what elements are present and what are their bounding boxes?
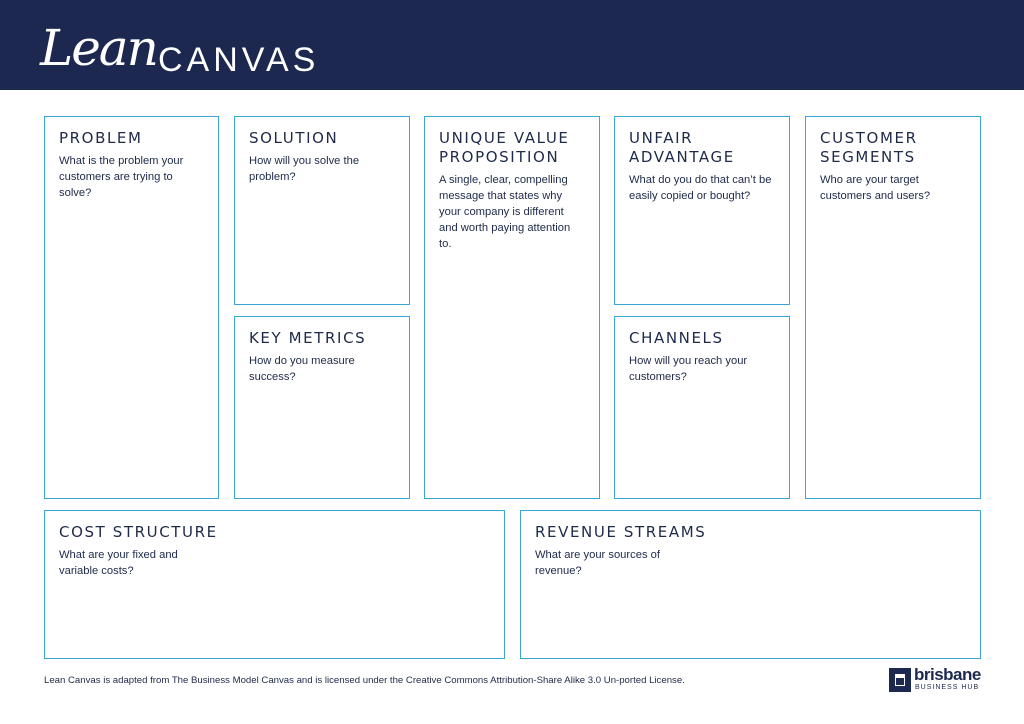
brand-wordmark: brisbane	[914, 665, 981, 684]
cost-structure-prompt: What are your fixed and variable costs?	[59, 549, 178, 577]
unfair-advantage-box	[614, 116, 790, 305]
channels-title: CHANNELS	[629, 329, 724, 347]
unique-value-proposition-box	[424, 116, 600, 499]
revenue-streams-box	[520, 510, 981, 659]
uvp-title: UNIQUE VALUE PROPOSITION	[439, 129, 570, 166]
problem-box	[44, 116, 219, 499]
customer-segments-title: CUSTOMER SEGMENTS	[820, 129, 918, 166]
brand-logo	[889, 665, 981, 694]
solution-box	[234, 116, 410, 305]
page-title: CANVAS	[158, 41, 320, 79]
problem-title: PROBLEM	[59, 129, 143, 147]
uvp-prompt: A single, clear, compelling message that states why your company is different and worth paying attention to.	[439, 174, 571, 250]
revenue-streams-title: REVENUE STREAMS	[535, 523, 707, 541]
building-icon	[889, 668, 911, 692]
customer-segments-box	[805, 116, 981, 499]
unfair-advantage-prompt: What do you do that can’t be easily copied or bought?	[629, 174, 772, 202]
cost-structure-title: COST STRUCTURE	[59, 523, 218, 541]
logo-script-lean: Lean	[40, 19, 157, 77]
solution-prompt: How will you solve the problem?	[249, 155, 360, 183]
revenue-streams-prompt: What are your sources of revenue?	[535, 549, 660, 577]
problem-prompt: What is the problem your customers are trying to solve?	[59, 155, 184, 199]
customer-segments-prompt: Who are your target customers and users?	[820, 174, 931, 202]
key-metrics-title: KEY METRICS	[249, 329, 367, 347]
brand-subtitle: BUSINESS HUB	[915, 684, 980, 691]
key-metrics-prompt: How do you measure success?	[249, 355, 355, 383]
solution-title: SOLUTION	[249, 129, 339, 147]
header-banner	[0, 0, 1024, 90]
channels-prompt: How will you reach your customers?	[629, 355, 748, 383]
license-note: Lean Canvas is adapted from The Business Model Canvas and is licensed under the Creative Commons Attribution-Share Alike 3.0 Un-ported License.	[44, 675, 685, 686]
key-metrics-box	[234, 316, 410, 499]
cost-structure-box	[44, 510, 505, 659]
channels-box	[614, 316, 790, 499]
unfair-advantage-title: UNFAIR ADVANTAGE	[629, 129, 735, 166]
